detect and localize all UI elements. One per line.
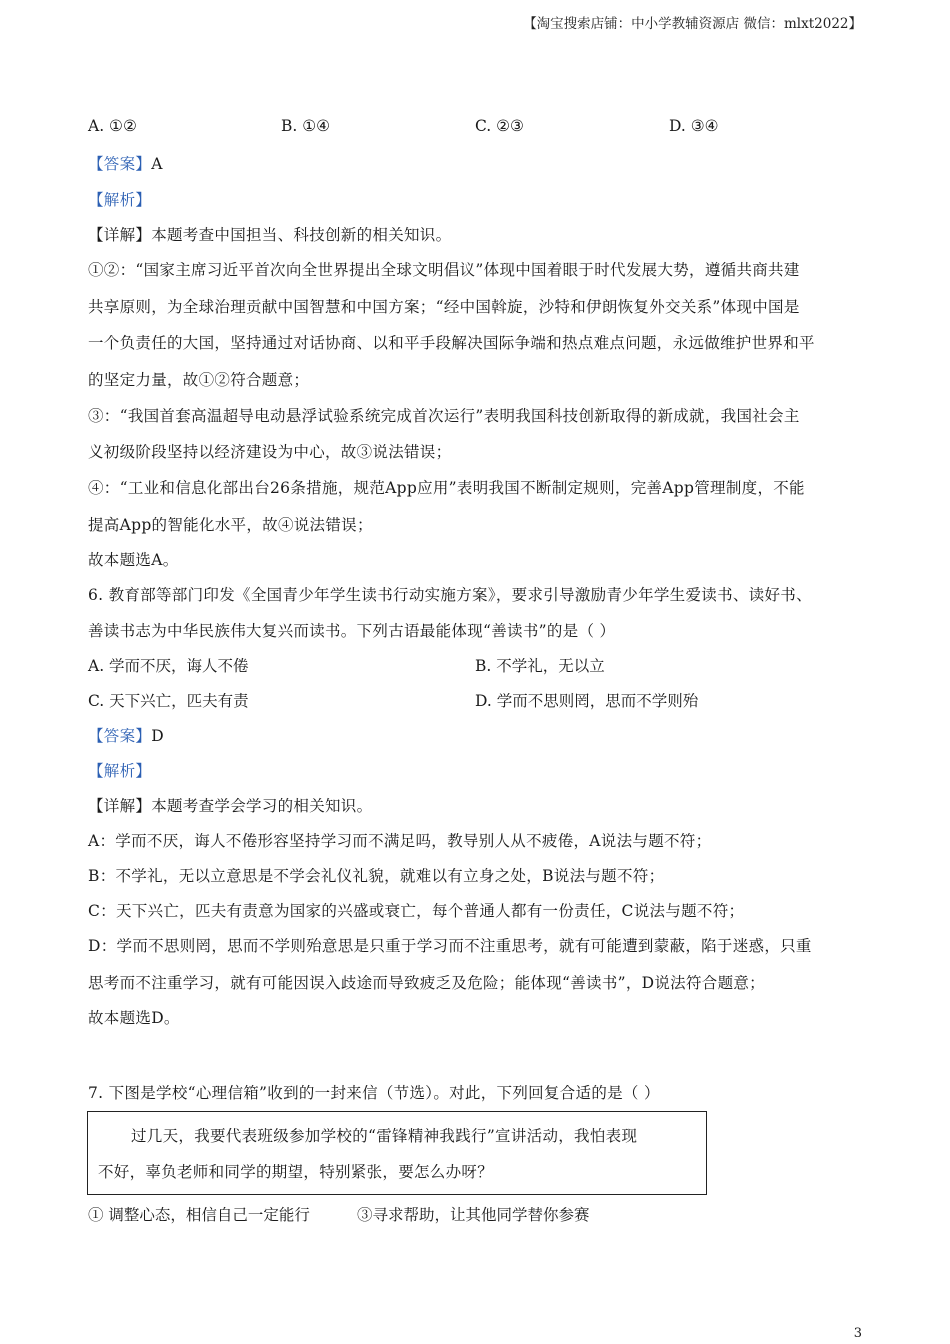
q5-answer	[88, 152, 163, 174]
q6-option-b: B. 不学礼，无以立	[475, 657, 605, 675]
q5-detail-line: ③：“我国首套高温超导电动悬浮试验系统完成首次运行”表明我国科技创新取得的新成就，我国社会主	[88, 407, 800, 425]
q5-detail-line: 故本题选A。	[88, 551, 179, 569]
page-header: 【淘宝搜索店铺：中小学教辅资源店 微信：mlxt2022】	[523, 16, 862, 32]
q5-analysis-tag: 【解析】	[88, 191, 152, 209]
q6-detail-line: 思考而不注重学习，就有可能因误入歧途而导致疲乏及危险；能体现“善读书”，D说法符合题意；	[88, 974, 765, 992]
q5-detail-line: ①②：“国家主席习近平首次向全世界提出全球文明倡议”体现中国着眼于时代发展大势，遵循共商共建	[88, 261, 800, 279]
q7-option-1: ① 调整心态，相信自己一定能行	[88, 1206, 310, 1224]
q5-option-a: A. ①②	[88, 117, 137, 135]
answer-tag: 【答案】	[88, 155, 152, 173]
q5-option-d: D. ③④	[669, 117, 719, 135]
q5-option-b: B. ①④	[281, 117, 331, 135]
answer-value: A	[151, 155, 163, 173]
q5-option-c: C. ②③	[475, 117, 524, 135]
q5-detail-line: 的坚定力量，故①②符合题意；	[88, 371, 310, 389]
q6-detail-line: A：学而不厌，诲人不倦形容坚持学习而不满足吗，教导别人从不疲倦，A说法与题不符；	[88, 832, 712, 850]
letter-box	[87, 1111, 707, 1195]
q6-detail-line: D：学而不思则罔，思而不学则殆意思是只重于学习而不注重思考，就有可能遭到蒙蔽，陷于迷惑，只重	[88, 937, 812, 955]
q5-detail-line: 共享原则，为全球治理贡献中国智慧和中国方案；“经中国斡旋，沙特和伊朗恢复外交关系”体现中国是	[88, 298, 800, 316]
q6-answer	[88, 724, 164, 746]
letter-line: 过几天，我要代表班级参加学校的“雷锋精神我践行”宣讲活动，我怕表现	[131, 1127, 638, 1145]
q6-option-a: A. 学而不厌，诲人不倦	[88, 657, 249, 675]
q5-detail-line: ④：“工业和信息化部出台26条措施，规范App应用”表明我国不断制定规则，完善App管理制度，不能	[88, 479, 805, 497]
q6-detail-line: B：不学礼，无以立意思是不学会礼仪礼貌，就难以有立身之处，B说法与题不符；	[88, 867, 665, 885]
q5-detail-line: 一个负责任的大国，坚持通过对话协商、以和平手段解决国际争端和热点难点问题，永远做维护世界和平	[88, 334, 815, 352]
page-number: 3	[853, 1326, 862, 1341]
q6-detail-line: 【详解】本题考查学会学习的相关知识。	[88, 797, 373, 815]
answer-value: D	[151, 727, 164, 745]
q6-stem-line: 善读书志为中华民族伟大复兴而读书。下列古语最能体现“善读书”的是（ ）	[88, 622, 616, 640]
q5-detail-line: 义初级阶段坚持以经济建设为中心，故③说法错误；	[88, 443, 452, 461]
q6-detail-line: 故本题选D。	[88, 1009, 180, 1027]
answer-tag: 【答案】	[88, 727, 152, 745]
q6-stem-line: 6. 教育部等部门印发《全国青少年学生读书行动实施方案》，要求引导激励青少年学生爱读书、读好书、	[88, 586, 812, 604]
q5-detail-line: 【详解】本题考查中国担当、科技创新的相关知识。	[88, 226, 452, 244]
q7-stem: 7. 下图是学校“心理信箱”收到的一封来信（节选）。对此，下列回复合适的是（ ）	[88, 1084, 660, 1102]
q6-option-d: D. 学而不思则罔，思而不学则殆	[475, 692, 699, 710]
q5-detail-line: 提高App的智能化水平，故④说法错误；	[88, 516, 373, 534]
q6-detail-line: C：天下兴亡，匹夫有责意为国家的兴盛或衰亡，每个普通人都有一份责任，C说法与题不符；	[88, 902, 745, 920]
q6-analysis-tag: 【解析】	[88, 762, 152, 780]
letter-line: 不好，辜负老师和同学的期望，特别紧张，要怎么办呀？	[98, 1163, 494, 1181]
q7-option-3: ③寻求帮助，让其他同学替你参赛	[357, 1206, 590, 1224]
q6-option-c: C. 天下兴亡，匹夫有责	[88, 692, 249, 710]
